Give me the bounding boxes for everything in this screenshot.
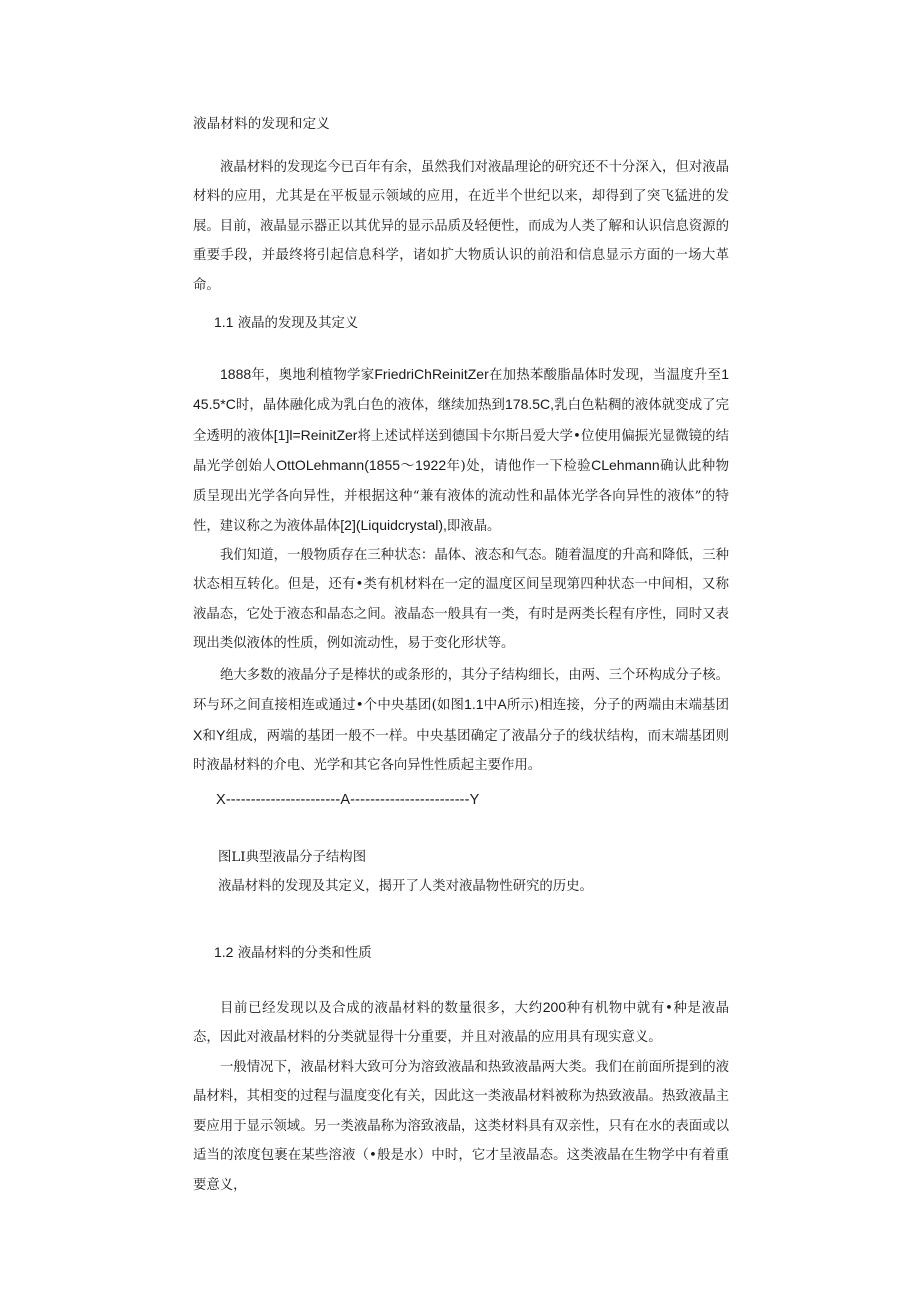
document-title: 液晶材料的发现和定义 bbox=[193, 116, 330, 132]
section-2-heading bbox=[214, 942, 372, 964]
section-1-heading bbox=[214, 312, 358, 334]
figure-reference: 1.1 bbox=[464, 696, 484, 713]
section-2-paragraph-2: 一般情况下，液晶材料大致可分为溶致液晶和热致液晶两大类。我们在前面所提到的液晶材料，其相变的过程与温度变化有关，因此这一类液晶材料被称为热致液晶。热致液晶主要应用于显示领域。另一类液晶称为溶致液晶，这类材料具有双亲性，只有在水的表面或以适当的浓度包裹在某些溶液（•般是水）中时，它才呈液晶态。这类液晶在生物学中有着重要意义， bbox=[193, 1060, 729, 1193]
text-run: 即液晶。 bbox=[446, 519, 501, 535]
text-run: 所示)相连接，分子的两端由末端基团 bbox=[506, 698, 730, 714]
section-2-number: 1.2 bbox=[214, 944, 234, 960]
temperature-value: 145.5*C bbox=[193, 366, 730, 413]
intro-paragraph: 液晶材料的发现迄今已百年有余，虽然我们对液晶理论的研究还不十分深入，但对液晶材料的应用，尤其是在平板显示领域的应用，在近半个世纪以来，却得到了突飞猛进的发展。目前，液晶显示器正以其优异的显示品质及轻便性，而成为人类了解和认识信息资源的重要手段，并最终将引起信息科学，诸如扩大物质认识的前沿和信息显示方面的一场大革命。 bbox=[193, 160, 729, 293]
section-1-paragraph-1 bbox=[193, 360, 729, 541]
person-name: CLehmann bbox=[591, 457, 660, 474]
section-1-title: 液晶的发现及其定义 bbox=[237, 316, 359, 331]
section-1-closing: 液晶材料的发现及其定义，揭开了人类对液晶物性研究的历史。 bbox=[218, 879, 593, 894]
section-1-number: 1.1 bbox=[214, 314, 234, 330]
reference-marker: [1]l=ReinitZer bbox=[273, 426, 358, 443]
section-2-paragraph-1 bbox=[193, 993, 729, 1053]
text-run: 目前已经发现以及合成的液晶材料的数量很多，大约 bbox=[220, 1001, 543, 1016]
text-run: 和 bbox=[202, 728, 217, 744]
section-2-title: 液晶材料的分类和性质 bbox=[237, 946, 372, 961]
group-label: X bbox=[193, 726, 203, 743]
reference-marker: [2](Liquidcrystal), bbox=[340, 517, 447, 534]
section-1-paragraph-3 bbox=[193, 661, 729, 781]
text-run: 乳白色粘稠的液体就变成了完全透明的液体 bbox=[193, 398, 730, 444]
text-run: 将上述试样送到德国卡尔斯吕爱大学•位使用偏振光显微镜的结晶光学创始人 bbox=[193, 428, 729, 475]
group-label: Y bbox=[216, 726, 226, 743]
section-1-paragraph-2: 我们知道，一般物质存在三种状态：晶体、液态和气态。随着温度的升高和降低，三种状态相互转化。但是，还有•类有机材料在一定的温度区间呈现第四种状态一中间相，又称液晶态，它处于液态和晶态之间。液晶态一般具有一类，有时是两类长程有序性，同时又表现出类似液体的性质，例如流动性，易于变化形状等。 bbox=[193, 548, 729, 652]
group-label: A bbox=[497, 696, 507, 713]
text-run: 绝大多数的液晶分子是棒状的或条形的，其分子结构细长，由两、三个环构成分子核。环与环之间直接相连或通过•个中央基团(如图 bbox=[193, 668, 729, 714]
text-run: 在加热苯酸脂晶体时发现，当温度升至 bbox=[488, 368, 722, 383]
text-run: 确认此种物质呈现出光学各向异性，并根据这种“兼有液体的流动性和晶体光学各向异性的液体”的特性，建议称之为液体晶体 bbox=[193, 459, 730, 535]
count-value: 200 bbox=[542, 999, 567, 1015]
person-name: FriedriChReinitZer bbox=[374, 366, 489, 382]
text-run: 组成，两端的基团一般不一样。中央基团确定了液晶分子的线状结构，而末端基团则时液晶材料的介电、光学和其它各向异性性质起主要作用。 bbox=[193, 728, 730, 774]
text-run: 年)处，请他作一下检验 bbox=[446, 459, 592, 475]
year-value: 1888 bbox=[220, 366, 252, 382]
molecular-structure-formula: X-----------------------A------------------------Y bbox=[216, 792, 480, 808]
figure-caption: 图LI典型液晶分子结构图 bbox=[218, 850, 367, 865]
text-run: 中 bbox=[483, 698, 498, 714]
text-run: 种有机物中就有•种是液晶态，因此对液晶材料的分类就显得十分重要，并且对液晶的应用具有现实意义。 bbox=[193, 1001, 730, 1046]
text-run: 时，晶体融化成为乳白色的液体，继续加热到 bbox=[235, 398, 506, 414]
temperature-value: 178.5C, bbox=[505, 396, 555, 413]
text-run: 年，奥地利植物学家 bbox=[251, 368, 375, 383]
person-name: OttOLehmann(1855～1922 bbox=[276, 457, 447, 474]
